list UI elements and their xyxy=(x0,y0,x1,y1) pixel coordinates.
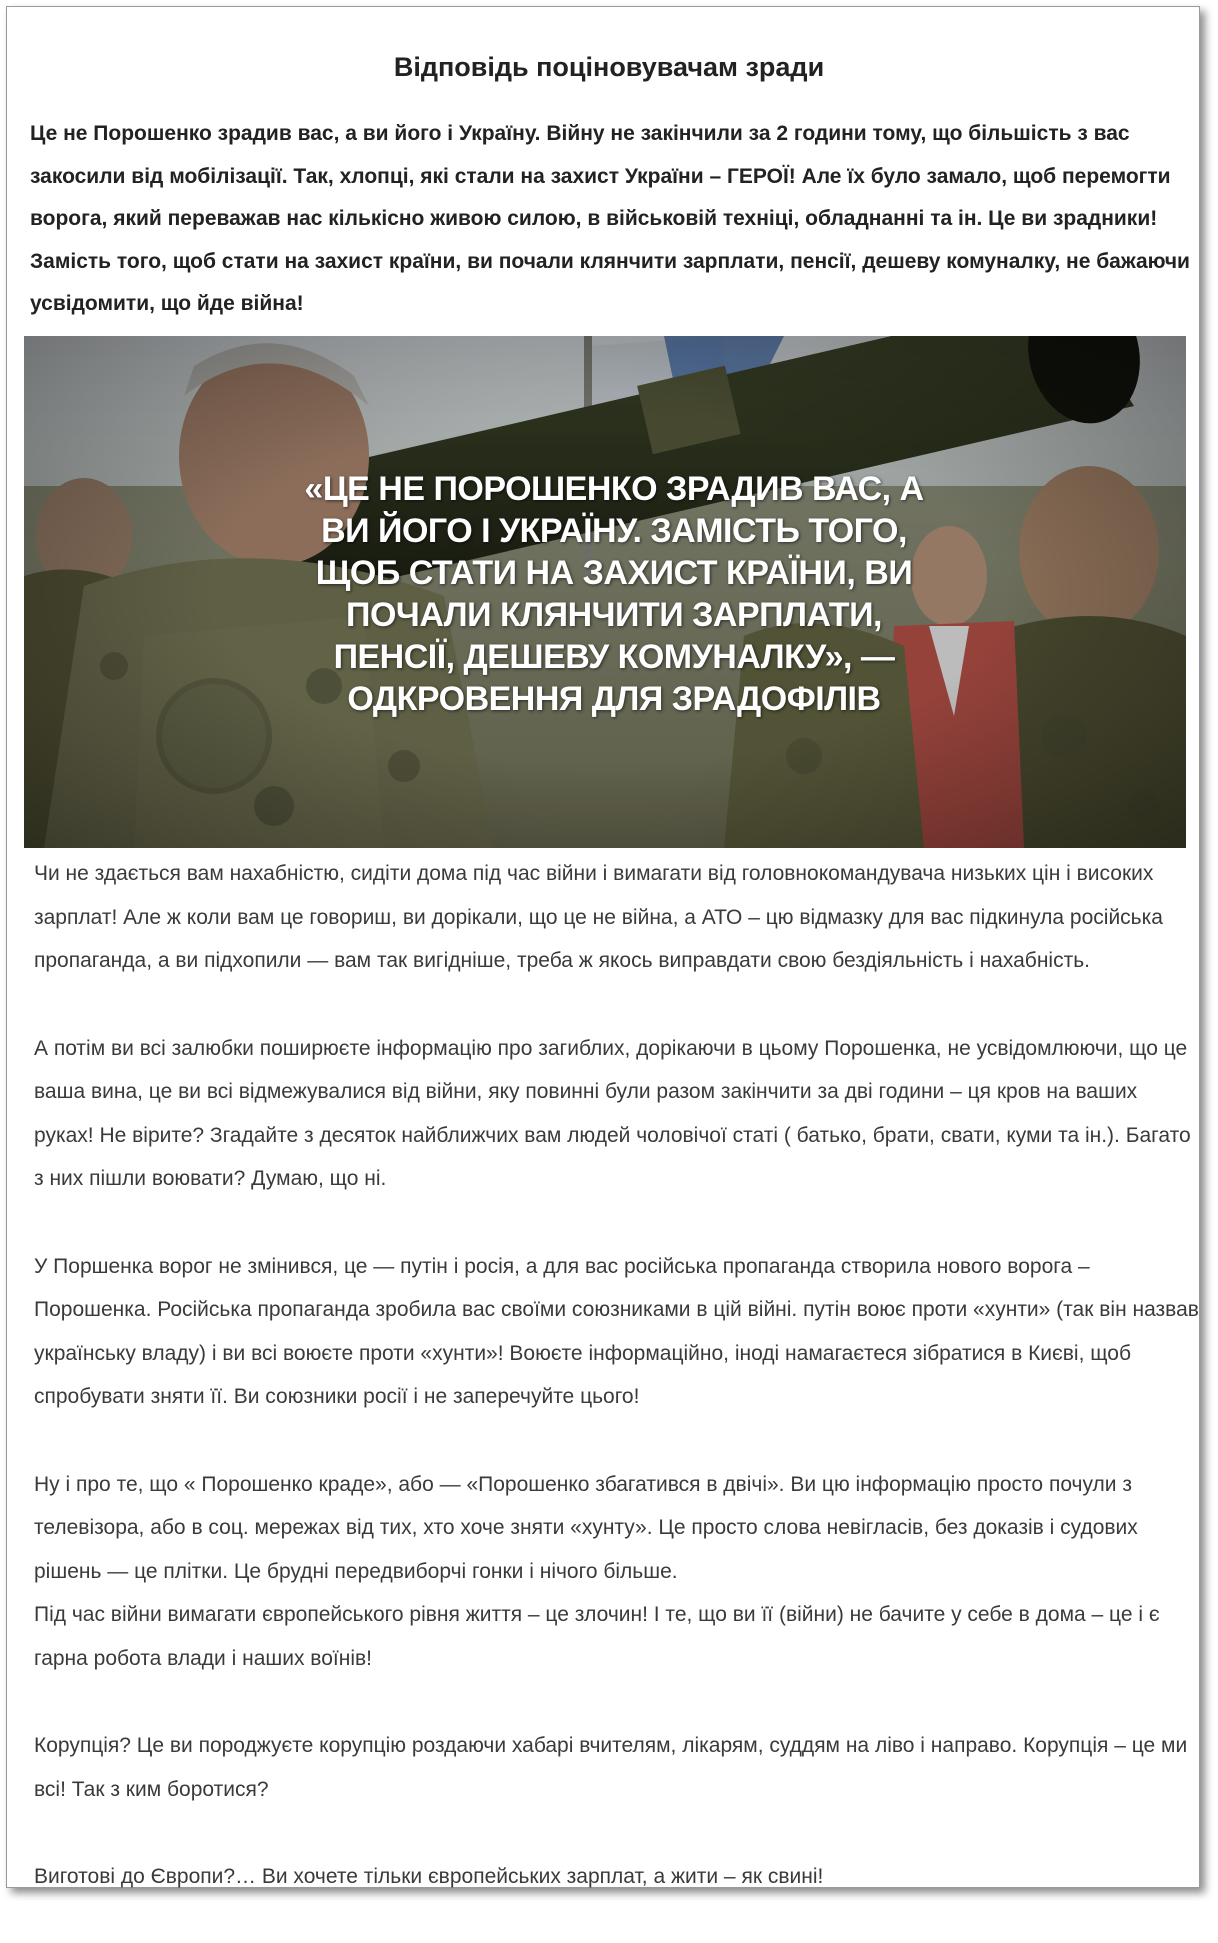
lead-clip xyxy=(0,0,1218,327)
article-body xyxy=(34,852,1200,1943)
paragraph-5: Під час війни вимагати європейського рівня життя – це злочин! І те, що ви її (війни) не бачите у себе в дома – це і є гарна робота влади і наших воїнів! xyxy=(34,1603,1160,1670)
paragraph-2: А потім ви всі залюбки поширюєте інформацію про загиблих, дорікаючи в цьому Порошенка, не усвідомлюючи, що це ваша вина, це ви всі відмежувалися від війни, яку повинні були разом закінчити за дві години – ця кров на ваших руках! Не вірите? Згадайте з десяток найближчих вам людей чоловічої статі ( батько, брати, свати, куми та ін.). Багато з них пішли воювати? Думаю, що ні. xyxy=(34,1036,1191,1190)
paragraph-1: Чи не здається вам нахабністю, сидіти дома під час війни і вимагати від головнокомандувача низьких цін і високих зарплат! Але ж коли вам це говориш, ви дорікали, що це не війна, а АТО – цю відмазку для вас підкинула російська пропаганда, а ви підхопили — вам так вигідніше, треба ж якось виправдати свою бездіяльність і нахабність. xyxy=(34,862,1163,972)
paragraph-4: Ну і про те, що « Порошенко краде», або — «Порошенко збагатився в двічі». Ви цю інформацію просто почули з телевізора, або в соц. мережах від тих, хто хоче зняти «хунту». Це просто слова невігласів, без доказів і судових рішень — це плітки. Це брудні передвиборчі гонки і нічого більше. xyxy=(34,1472,1138,1583)
article-title: Відповідь поціновувачам зради xyxy=(393,52,825,82)
paragraph-7: Виготові до Європи?… Ви хочете тільки європейських зарплат, а жити – як свині! xyxy=(34,1865,824,1888)
paragraph-6: Корупція? Це ви породжуєте корупцію роздаючи хабарі вчителям, лікарям, суддям на ліво і направо. Корупція – це ми всі! Так з ким боротися? xyxy=(34,1734,1188,1801)
image-quote: «ЦЕ НЕ ПОРОШЕНКО ЗРАДИВ ВАС, А ВИ ЙОГО І УКРАЇНУ. ЗАМІСТЬ ТОГО, ЩОБ СТАТИ НА ЗАХИСТ КРАЇНИ, ВИ ПОЧАЛИ КЛЯНЧИТИ ЗАРПЛАТИ, ПЕНСІЇ, ДЕШЕВУ КОМУНАЛКУ», — ОДКРОВЕННЯ ДЛЯ ЗРАДОФІЛІВ xyxy=(304,470,924,718)
article-lead: Це не Порошенко зрадив вас, а ви його і Україну. Війну не закінчили за 2 години тому, що більшість з вас закосили від мобілізації. Так, хлопці, які стали на захист України – ГЕРОЇ! Але їх було замало, щоб перемогти ворога, який переважав нас кількісно живою силою, в військовій техніці, обладнанні та ін. Це ви зрадники! Замість того, щоб стати на захист країни, ви почали клянчити зарплати, пенсії, дешеву комуналку, не бажаючи усвідомити, що йде війна! xyxy=(30,122,1190,315)
paragraph-3: У Поршенка ворог не змінився, це — путін і росія, а для вас російська пропаганда створила нового ворога – Порошенка. Російська пропаганда зробила вас своїми союзниками в цій війні. путін воює проти «хунти» (так він назвав українську владу) і ви всі воюєте проти «хунти»! Воюєте інформаційно, іноді намагаєтеся зібратися в Києві, щоб спробувати зняти її. Ви союзники росії і не заперечуйте цього! xyxy=(34,1254,1199,1408)
article-photo xyxy=(24,336,1186,848)
